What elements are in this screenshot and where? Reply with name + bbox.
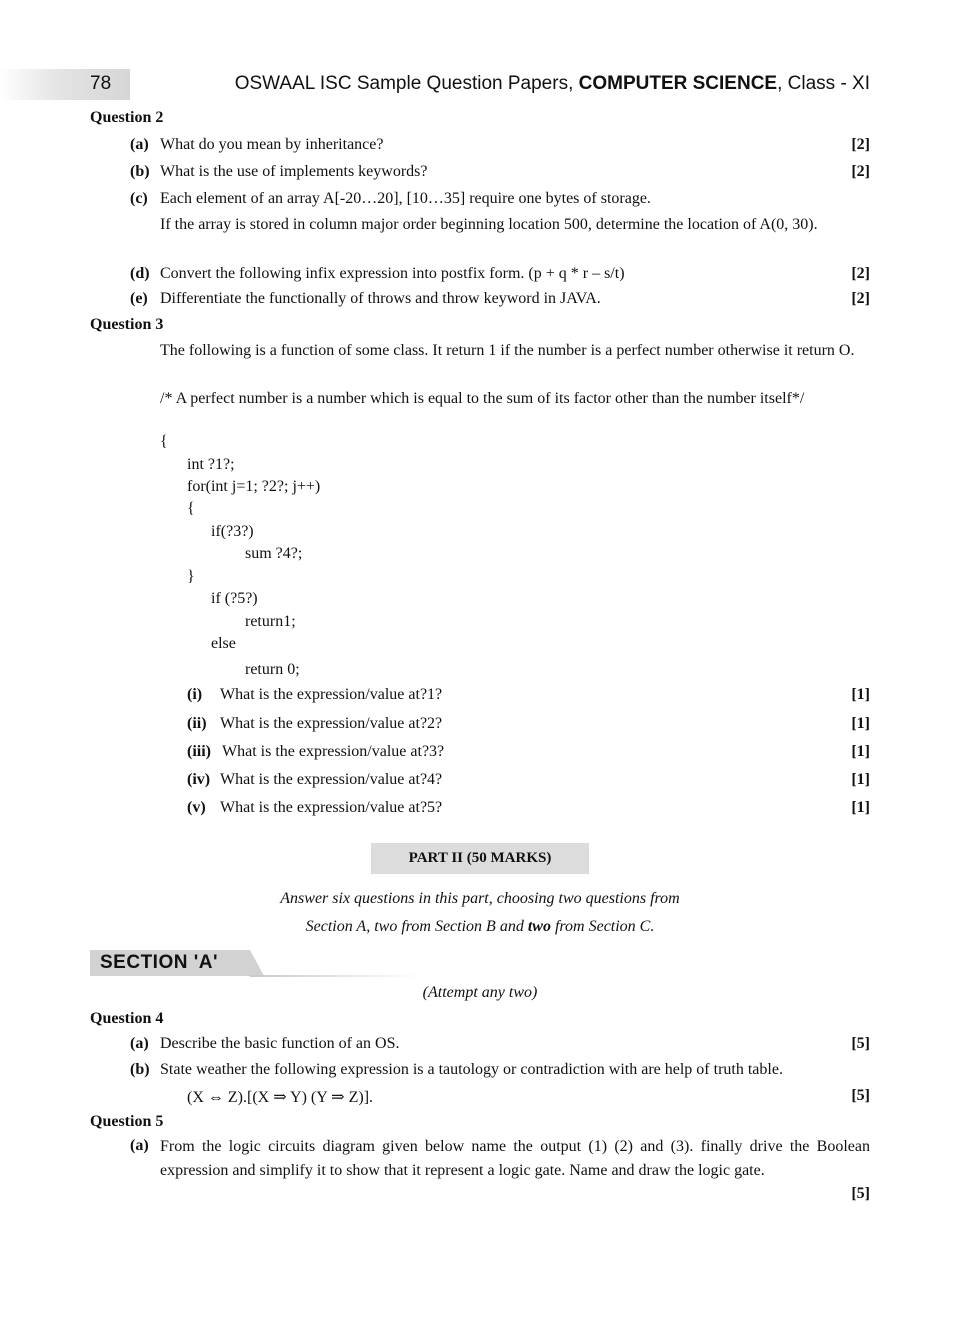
q2c-text2: If the array is stored in column major order beginning location 500, determine the location of A(0, 30). xyxy=(160,216,818,233)
q2d-text: Convert the following infix expression into postfix form. (p + q * r – s/t) xyxy=(160,265,625,282)
q3-item-text: What is the expression/value at?1? xyxy=(220,686,443,703)
q3-item-text: What is the expression/value at?2? xyxy=(220,715,443,732)
q2a-marks: [2] xyxy=(851,136,870,153)
code-line: if(?3?) xyxy=(211,523,254,540)
section-a-label: SECTION 'A' xyxy=(100,952,218,973)
q3-item-marks: [1] xyxy=(851,743,870,760)
attempt-note: (Attempt any two) xyxy=(422,984,538,1001)
code-line: int ?1?; xyxy=(187,456,235,473)
q4b-text: State weather the following expression is a tautology or contradiction with are help of truth table. xyxy=(160,1061,783,1078)
part-ii-title: PART II (50 MARKS) xyxy=(371,843,589,874)
code-line: } xyxy=(187,568,195,585)
q2b-marks: [2] xyxy=(851,163,870,180)
q3-item-text: What is the expression/value at?3? xyxy=(222,743,445,760)
code-line: else xyxy=(211,635,236,652)
code-line: { xyxy=(187,500,195,517)
q2a-text: What do you mean by inheritance? xyxy=(160,136,384,153)
q4b-label: (b) xyxy=(130,1061,150,1078)
q3-comment: /* A perfect number is a number which is equal to the sum of its factor other than the number itself*/ xyxy=(160,390,805,407)
question-5-heading: Question 5 xyxy=(90,1113,164,1130)
code-line: return1; xyxy=(245,613,296,630)
q5a-marks: [5] xyxy=(851,1185,870,1202)
q2e-text: Differentiate the functionally of throws and throw keyword in JAVA. xyxy=(160,290,601,307)
q3-item-label: (ii) xyxy=(187,715,207,732)
q3-item-text: What is the expression/value at?5? xyxy=(220,799,443,816)
q4b-marks: [5] xyxy=(851,1087,870,1104)
q2a-label: (a) xyxy=(130,136,149,153)
q3-item-label: (i) xyxy=(187,686,203,703)
section-a-underline xyxy=(250,975,420,977)
q4a-marks: [5] xyxy=(851,1035,870,1052)
question-2-heading: Question 2 xyxy=(90,109,164,126)
code-line: if (?5?) xyxy=(211,590,258,607)
code-line: return 0; xyxy=(245,661,300,678)
part-ii-instruction-line2: Section A, two from Section B and two from Section C. xyxy=(305,918,655,935)
question-4-heading: Question 4 xyxy=(90,1010,164,1027)
code-line: for(int j=1; ?2?; j++) xyxy=(187,478,321,495)
part-ii-instruction-line1: Answer six questions in this part, choosing two questions from xyxy=(280,890,680,907)
q2e-marks: [2] xyxy=(851,290,870,307)
q2e-label: (e) xyxy=(130,290,148,307)
q4a-text: Describe the basic function of an OS. xyxy=(160,1035,400,1052)
q3-item-label: (v) xyxy=(187,799,206,816)
q2c-text: Each element of an array A[-20…20], [10…35] require one bytes of storage. xyxy=(160,190,651,207)
q5a-text: From the logic circuits diagram given below name the output (1) (2) and (3). finally drive the Boolean expression and simplify it to show that it represent a logic gate. Name and draw the logic gate. xyxy=(160,1138,870,1179)
q2b-text: What is the use of implements keywords? xyxy=(160,163,428,180)
question-3-heading: Question 3 xyxy=(90,316,164,333)
q3-intro: The following is a function of some class. It return 1 if the number is a perfect number otherwise it return O. xyxy=(160,342,855,359)
q2d-marks: [2] xyxy=(851,265,870,282)
q3-item-marks: [1] xyxy=(851,715,870,732)
q4a-label: (a) xyxy=(130,1035,149,1052)
code-line: { xyxy=(160,433,168,450)
q2b-label: (b) xyxy=(130,163,150,180)
q3-item-marks: [1] xyxy=(851,799,870,816)
q2c-label: (c) xyxy=(130,190,148,207)
page-number: 78 xyxy=(90,73,112,94)
section-a-slope xyxy=(250,950,264,976)
q3-item-marks: [1] xyxy=(851,771,870,788)
running-head: OSWAAL ISC Sample Question Papers, COMPUTER SCIENCE, Class - XI xyxy=(234,73,870,94)
q2d-label: (d) xyxy=(130,265,150,282)
q3-item-label: (iv) xyxy=(187,771,211,788)
q3-item-marks: [1] xyxy=(851,686,870,703)
section-a-banner xyxy=(90,950,328,979)
q3-item-label: (iii) xyxy=(187,743,211,760)
q3-item-text: What is the expression/value at?4? xyxy=(220,771,443,788)
q4b-expression: (X ⇔ Z).[(X ⇒ Y) (Y ⇒ Z)]. xyxy=(187,1089,374,1106)
code-line: sum ?4?; xyxy=(245,545,303,562)
q5a-label: (a) xyxy=(130,1137,149,1154)
